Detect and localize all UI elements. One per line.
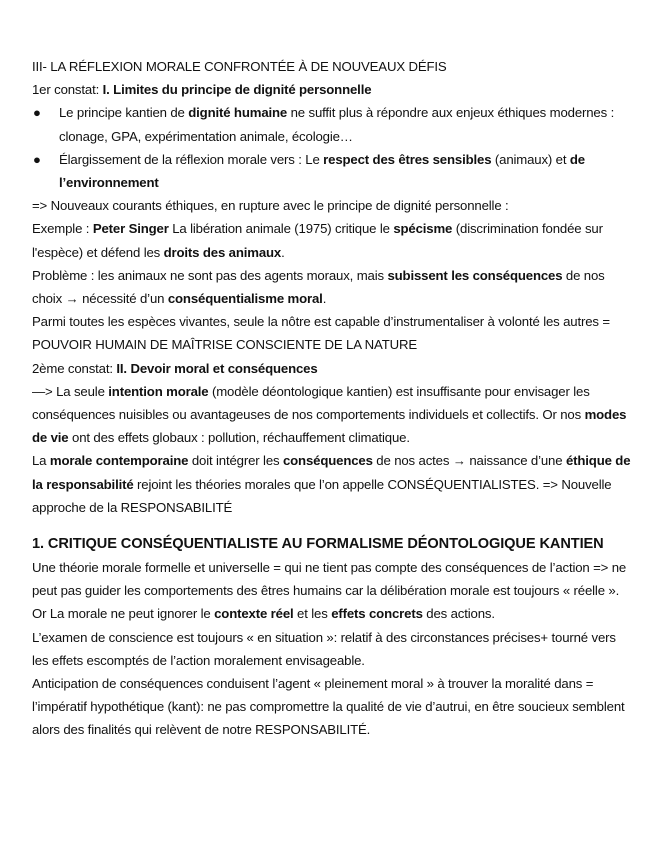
bullet-2-text-mid: (animaux) et: [491, 151, 570, 167]
constat-2: [32, 357, 632, 380]
critique-paragraph-1: [32, 556, 632, 626]
probleme-text: Problème : les animaux ne sont pas des agents moraux, mais: [32, 267, 388, 283]
critique-paragraph-2: L’examen de conscience est toujours « en situation »: relatif à des circonstances précises+ tourné vers les effets escomptés de l’action moralement envisageable.: [32, 629, 616, 668]
intention-text: —> La seule: [32, 383, 109, 399]
probleme-text-2: de nos choix → nécessité d’un: [32, 267, 605, 307]
constat-2-prefix: 2ème constat:: [32, 360, 117, 376]
critique-p1-end: des actions.: [422, 606, 495, 622]
bullet-2-bold: respect des êtres sensibles: [323, 151, 492, 167]
exemple-term-droits: droits des animaux: [163, 244, 282, 260]
morale-bold-1: morale contemporaine: [49, 453, 189, 469]
probleme-end: .: [322, 291, 327, 307]
critique-paragraph-3: Anticipation de conséquences conduisent l’agent « pleinement moral » à trouver la moralité dans = l’impératif hypothétique (kant): ne pas compromettre la qualité de vie d’autrui, en être soucieux semblent alors des finalités qui relèvent de notre RESPONSABILITÉ.: [32, 676, 625, 738]
critique-heading: 1. CRITIQUE CONSÉQUENTIALISTE AU FORMALISME DÉONTOLOGIQUE KANTIEN: [32, 536, 604, 553]
intention-text-2: (modèle déontologique kantien) est insuffisante pour envisager les conséquences nuisibles ou avantageuses de nos comportements individuels et collectifs. Or nos: [32, 383, 590, 423]
morale-bold-2: conséquences: [282, 453, 373, 469]
constat-2-title: II. Devoir moral et conséquences: [116, 360, 318, 376]
exemple-paragraph: [32, 217, 632, 263]
exemple-end: .: [281, 244, 285, 260]
morale-text-2: doit intégrer les: [188, 453, 283, 469]
parmi-paragraph: Parmi toutes les espèces vivantes, seule la nôtre est capable d’instrumentaliser à volonté les autres = POUVOIR HUMAIN DE MAÎTRISE CONSCIENTE DE LA NATURE: [32, 314, 610, 353]
exemple-term-specisme: spécisme: [393, 221, 453, 237]
exemple-label: Exemple :: [32, 221, 93, 237]
document-page: [32, 55, 632, 742]
critique-p1-text-2: et les: [293, 606, 332, 622]
section-spacer: [32, 519, 632, 533]
morale-text: La: [32, 453, 50, 469]
critique-p1-bold-1: contexte réel: [214, 606, 294, 622]
nouveaux-courants: => Nouveaux courants éthiques, en rupture avec le principe de dignité personnelle :: [32, 198, 509, 214]
critique-p1-bold-2: effets concrets: [331, 606, 423, 622]
bullet-2-text: Élargissement de la réflexion morale vers : Le: [59, 151, 324, 167]
morale-text-3: de nos actes → naissance d’une: [372, 453, 566, 469]
critique-p1-text: Une théorie morale formelle et universelle = qui ne tient pas compte des conséquences de l’action => ne peut pas guider les comportements des êtres humains car la délibération morale est toujours « réelle ». Or La morale ne peut ignorer le: [32, 560, 627, 622]
bullet-item-2: [32, 148, 632, 194]
morale-end: rejoint les théories morales que l’on appelle CONSÉQUENTIALISTES. => Nouvelle approche de la RESPONSABILITÉ: [32, 476, 612, 515]
bullet-dot-icon: ●: [33, 151, 41, 167]
intention-end: ont des effets globaux : pollution, réchauffement climatique.: [68, 430, 410, 446]
section-title: III- LA RÉFLEXION MORALE CONFRONTÉE À DE NOUVEAUX DÉFIS: [32, 59, 447, 74]
exemple-text-2: (discrimination fondée sur l'espèce) et défend les: [32, 221, 603, 260]
constat-1: [32, 78, 632, 101]
bullet-1-text: Le principe kantien de: [59, 105, 189, 121]
probleme-bold-1: subissent les conséquences: [387, 267, 563, 283]
exemple-text: La libération animale (1975) critique le: [168, 221, 394, 237]
bullet-1-bold: dignité humaine: [188, 105, 288, 121]
bullet-item-1: [32, 101, 632, 147]
morale-bold-3: éthique de la responsabilité: [32, 453, 631, 492]
intention-bold-2: modes de vie: [32, 407, 627, 446]
constat-1-prefix: 1er constat:: [32, 82, 103, 98]
probleme-bold-2: conséquentialisme moral: [167, 291, 323, 307]
bullet-dot-icon: ●: [33, 105, 41, 121]
constat-1-title: I. Limites du principe de dignité personnelle: [102, 82, 372, 98]
intention-paragraph: [32, 380, 632, 450]
intention-bold: intention morale: [108, 383, 209, 399]
probleme-paragraph: [32, 264, 632, 310]
bullet-2-bold-end: de l’environnement: [59, 151, 585, 191]
exemple-author: Peter Singer: [92, 221, 169, 237]
bullet-1-text-end: ne suffit plus à répondre aux enjeux éthiques modernes : clonage, GPA, expérimentation animale, écologie…: [59, 105, 615, 144]
morale-paragraph: [32, 449, 632, 519]
